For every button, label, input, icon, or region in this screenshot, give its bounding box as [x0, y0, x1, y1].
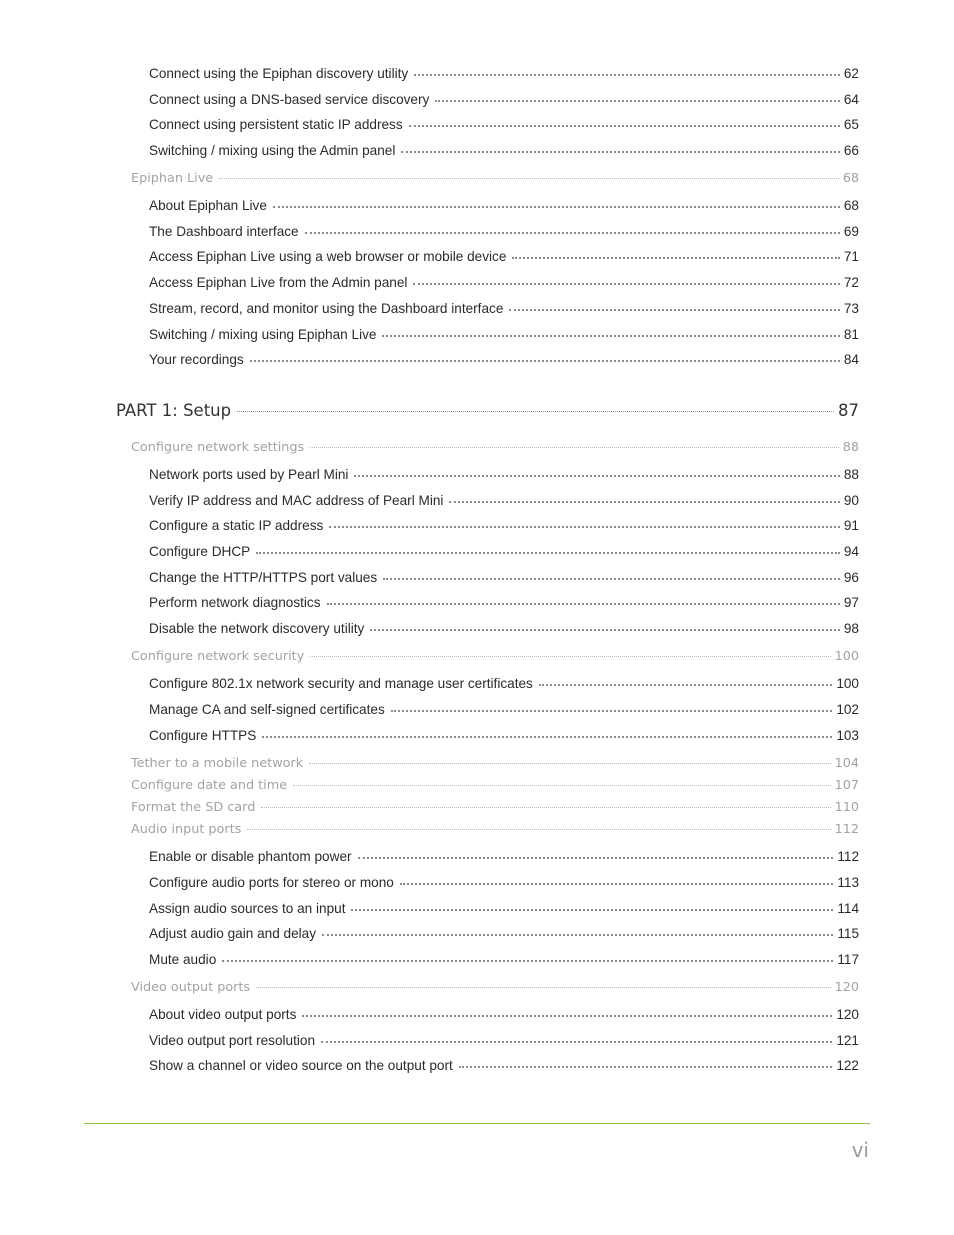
- toc-entry-title: Stream, record, and monitor using the Dashboard interface: [149, 301, 504, 316]
- leader-dots: [383, 578, 840, 580]
- leader-dots: [219, 178, 839, 179]
- toc-section[interactable]: [131, 440, 859, 455]
- toc-entry[interactable]: [149, 621, 859, 636]
- toc-entry[interactable]: [149, 352, 859, 367]
- toc-entry-title: About video output ports: [149, 1007, 297, 1022]
- leader-dots: [222, 960, 833, 962]
- leader-dots: [449, 501, 839, 503]
- footer-rule: [84, 1123, 870, 1124]
- toc-entry[interactable]: [149, 702, 859, 717]
- toc-entry-page: 65: [843, 117, 859, 132]
- toc-entry-page: 69: [843, 224, 859, 239]
- toc-entry[interactable]: [149, 676, 859, 691]
- toc-section[interactable]: [131, 800, 859, 815]
- toc-entry-page: 102: [836, 702, 859, 717]
- toc-entry[interactable]: [149, 1058, 859, 1073]
- toc-section-title: Format the SD card: [131, 800, 256, 815]
- toc-entry-title: About Epiphan Live: [149, 198, 267, 213]
- toc-entry-title: Configure HTTPS: [149, 728, 257, 743]
- toc-entry-title: Access Epiphan Live using a web browser or mobile device: [149, 249, 507, 264]
- toc-entry-page: 81: [843, 327, 859, 342]
- toc-entry-page: 103: [836, 728, 859, 743]
- toc-entry-title: Configure audio ports for stereo or mono: [149, 875, 394, 890]
- leader-dots: [358, 857, 834, 859]
- toc-entry[interactable]: [149, 570, 859, 585]
- toc-entry[interactable]: [149, 952, 859, 967]
- toc-entry-page: 117: [837, 952, 859, 967]
- toc-entry-page: 94: [843, 544, 859, 559]
- toc-entry-page: 73: [843, 301, 859, 316]
- toc-section-title: Configure network security: [131, 649, 305, 664]
- toc-entry-title: Disable the network discovery utility: [149, 621, 365, 636]
- toc-section-title: Configure network settings: [131, 440, 305, 455]
- toc-section[interactable]: [131, 778, 859, 793]
- toc-entry-page: 84: [843, 352, 859, 367]
- toc-entry-title: Switching / mixing using Epiphan Live: [149, 327, 377, 342]
- leader-dots: [273, 206, 840, 208]
- toc-entry[interactable]: [149, 518, 859, 533]
- toc-entry[interactable]: [149, 849, 859, 864]
- leader-dots: [250, 360, 840, 362]
- toc-entry-page: 114: [837, 901, 859, 916]
- toc-part-title: PART 1: Setup: [116, 401, 232, 420]
- toc-entry-page: 62: [843, 66, 859, 81]
- toc-entry-page: 100: [836, 676, 859, 691]
- toc-entry[interactable]: [149, 143, 859, 158]
- toc-entry-page: 71: [843, 249, 859, 264]
- leader-dots: [256, 552, 840, 554]
- toc-entry-title: Change the HTTP/HTTPS port values: [149, 570, 378, 585]
- toc-section[interactable]: [131, 649, 859, 664]
- toc-part[interactable]: [116, 401, 859, 420]
- toc-entry-title: Verify IP address and MAC address of Pearl Mini: [149, 493, 444, 508]
- toc-entry-title: Connect using persistent static IP address: [149, 117, 403, 132]
- leader-dots: [509, 309, 839, 311]
- toc-section[interactable]: [131, 756, 859, 771]
- leader-dots: [310, 656, 830, 657]
- leader-dots: [370, 629, 840, 631]
- toc-section-title: Epiphan Live: [131, 171, 214, 186]
- leader-dots: [329, 526, 840, 528]
- leader-dots: [262, 736, 832, 738]
- toc-section[interactable]: [131, 822, 859, 837]
- leader-dots: [354, 475, 839, 477]
- toc-section[interactable]: [131, 980, 859, 995]
- toc-entry[interactable]: [149, 249, 859, 264]
- toc-entry[interactable]: [149, 198, 859, 213]
- toc-section-page: 107: [834, 778, 859, 793]
- toc-entry-page: 122: [836, 1058, 859, 1073]
- toc-entry-page: 113: [837, 875, 859, 890]
- toc-entry-title: Connect using a DNS-based service discovery: [149, 92, 430, 107]
- toc-entry-title: Network ports used by Pearl Mini: [149, 467, 349, 482]
- toc-section-page: 110: [834, 800, 859, 815]
- toc-entry-title: Show a channel or video source on the output port: [149, 1058, 453, 1073]
- toc-section-page: 112: [834, 822, 859, 837]
- toc-entry-title: Manage CA and self-signed certificates: [149, 702, 385, 717]
- toc-entry-page: 121: [836, 1033, 859, 1048]
- leader-dots: [327, 603, 840, 605]
- leader-dots: [539, 684, 832, 686]
- leader-dots: [322, 934, 833, 936]
- page-number: vi: [851, 1138, 869, 1162]
- leader-dots: [413, 283, 839, 285]
- leader-dots: [256, 987, 830, 988]
- leader-dots: [459, 1066, 833, 1068]
- toc-entry[interactable]: [149, 493, 859, 508]
- leader-dots: [309, 763, 830, 764]
- toc-entry[interactable]: [149, 1033, 859, 1048]
- leader-dots: [302, 1015, 832, 1017]
- toc-entry-page: 96: [843, 570, 859, 585]
- toc-section-title: Video output ports: [131, 980, 251, 995]
- toc-entry-title: Mute audio: [149, 952, 217, 967]
- toc-section[interactable]: [131, 171, 859, 186]
- toc-entry[interactable]: [149, 595, 859, 610]
- toc-entry-title: Video output port resolution: [149, 1033, 316, 1048]
- toc-entry[interactable]: [149, 728, 859, 743]
- toc-entry[interactable]: [149, 275, 859, 290]
- toc-entry-page: 88: [843, 467, 859, 482]
- leader-dots: [401, 151, 840, 153]
- leader-dots: [512, 257, 839, 259]
- toc-section-page: 88: [842, 440, 859, 455]
- leader-dots: [409, 125, 840, 127]
- toc-entry-page: 66: [843, 143, 859, 158]
- toc-entry-page: 98: [843, 621, 859, 636]
- leader-dots: [237, 411, 834, 412]
- leader-dots: [391, 710, 833, 712]
- leader-dots: [305, 232, 840, 234]
- toc-entry[interactable]: [149, 224, 859, 239]
- toc-entry-page: 72: [843, 275, 859, 290]
- toc-section-title: Configure date and time: [131, 778, 288, 793]
- toc-entry-title: Access Epiphan Live from the Admin panel: [149, 275, 408, 290]
- toc-entry[interactable]: [149, 117, 859, 132]
- toc-entry-page: 115: [837, 926, 859, 941]
- toc-entry[interactable]: [149, 66, 859, 81]
- toc-entry-title: Configure 802.1x network security and manage user certificates: [149, 676, 533, 691]
- toc-section-page: 104: [834, 756, 859, 771]
- toc-entry[interactable]: [149, 544, 859, 559]
- leader-dots: [382, 335, 839, 337]
- toc-section-title: Tether to a mobile network: [131, 756, 304, 771]
- toc-entry-title: Enable or disable phantom power: [149, 849, 352, 864]
- toc-part-page: 87: [838, 401, 859, 420]
- toc-entry[interactable]: [149, 901, 859, 916]
- toc-section-page: 68: [842, 171, 859, 186]
- toc-entry-title: Assign audio sources to an input: [149, 901, 346, 916]
- toc-entry-page: 91: [843, 518, 859, 533]
- toc-entry-page: 120: [836, 1007, 859, 1022]
- toc-entry-page: 68: [843, 198, 859, 213]
- toc-entry[interactable]: [149, 1007, 859, 1022]
- toc-entry[interactable]: [149, 327, 859, 342]
- leader-dots: [321, 1041, 832, 1043]
- toc-entry-page: 112: [837, 849, 859, 864]
- toc-entry-title: The Dashboard interface: [149, 224, 299, 239]
- toc-entry-title: Configure DHCP: [149, 544, 251, 559]
- leader-dots: [261, 807, 830, 808]
- toc-entry[interactable]: [149, 467, 859, 482]
- toc-entry-page: 64: [843, 92, 859, 107]
- leader-dots: [247, 829, 830, 830]
- leader-dots: [400, 883, 834, 885]
- toc-entry-page: 90: [843, 493, 859, 508]
- toc-section-page: 120: [834, 980, 859, 995]
- leader-dots: [435, 100, 840, 102]
- leader-dots: [310, 447, 839, 448]
- toc-section-page: 100: [834, 649, 859, 664]
- toc-entry-title: Adjust audio gain and delay: [149, 926, 317, 941]
- toc-entry[interactable]: [149, 301, 859, 316]
- toc-entry-page: 97: [843, 595, 859, 610]
- toc-entry-title: Perform network diagnostics: [149, 595, 321, 610]
- toc-entry-title: Configure a static IP address: [149, 518, 324, 533]
- toc-entry[interactable]: [149, 926, 859, 941]
- toc-entry[interactable]: [149, 92, 859, 107]
- toc-entry-title: Connect using the Epiphan discovery utility: [149, 66, 409, 81]
- toc-entry-title: Your recordings: [149, 352, 244, 367]
- toc-section-title: Audio input ports: [131, 822, 242, 837]
- leader-dots: [351, 909, 833, 911]
- leader-dots: [414, 74, 840, 76]
- leader-dots: [293, 785, 830, 786]
- toc-entry[interactable]: [149, 875, 859, 890]
- toc-entry-title: Switching / mixing using the Admin panel: [149, 143, 396, 158]
